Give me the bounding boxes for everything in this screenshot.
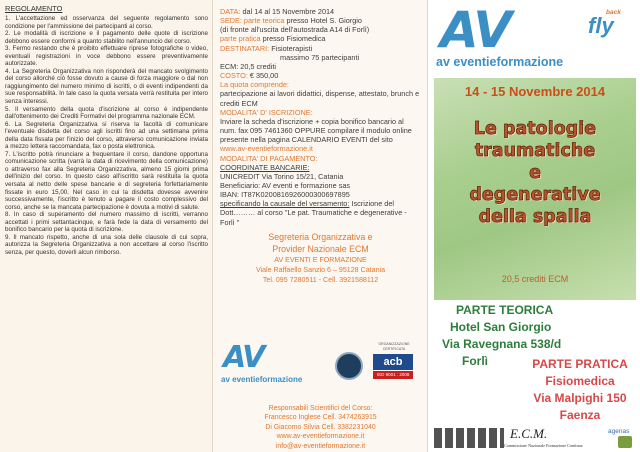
- iscrizione-body: Inviare la scheda d'iscrizione + copia bonifico bancario al num. fax 095 7461360 OPPURE compilare il modulo online presente nella pagina CALENDARIO EVENTI del sito: [220, 116, 412, 145]
- ecm-people-icon: [434, 428, 504, 448]
- parte-pratica-name: Fisiomedica: [545, 374, 615, 388]
- responsabili-label: Responsabili Scientifici del Corso:: [268, 405, 373, 412]
- logos-row: [221, 342, 421, 392]
- title-line-2: traumatiche: [474, 141, 596, 161]
- ecm-credits: 20,5 crediti ECM: [501, 274, 569, 284]
- regolamento-panel: [0, 0, 212, 452]
- regolamento-title: REGOLAMENTO: [5, 4, 63, 13]
- parte-pratica-address: Via Malpighi 150: [533, 391, 627, 405]
- costo-value: € 350,00: [249, 71, 279, 81]
- regolamento-item-4: 4. La Segreteria Organizzativa non risponderà del mancato svolgimento del corso allorché ciò fosse dovuto a cause di forza maggiore o dal non raggiungimento del numero minimo di iscritti, o di eventi indipendenti da sue responsabilità. In tale caso la quota versata verrà restituita per intero senza interessi.: [5, 67, 208, 106]
- pratica-label: parte pratica: [220, 34, 261, 44]
- cert-label: ORGANIZZAZIONE CERTIFICATA: [378, 342, 410, 351]
- parte-teorica-hotel: Hotel San Giorgio: [450, 320, 552, 334]
- footer-block: [213, 404, 427, 451]
- destinatari-label: DESTINATARI:: [220, 43, 270, 53]
- segreteria-block: [220, 231, 421, 285]
- regolamento-item-3: 3. Fermo restando che è proibito effettuare riprese fotografiche o video, eventuali registrazioni in voce debbono essere preventivamente autorizzate.: [5, 45, 208, 68]
- ecm-logo: E.C.M.: [510, 426, 548, 441]
- segreteria-line-2: Provider Nazionale ECM: [272, 243, 369, 254]
- title-line-1: Le patologie: [473, 119, 597, 139]
- av-contacts: Tel. 095 7280511 - Cell. 3921588112: [262, 275, 379, 284]
- causale-line: [220, 199, 421, 226]
- title-line-5: della spalla: [478, 207, 592, 227]
- website-link[interactable]: www.av-eventieformazione.it: [276, 433, 365, 441]
- data-line: [220, 7, 421, 16]
- iscrizione-site-link[interactable]: www.av-eventieformazione.it: [220, 144, 313, 154]
- title-line-3: e: [529, 163, 541, 183]
- parte-pratica-block: [520, 356, 640, 424]
- costo-label: COSTO:: [220, 71, 248, 81]
- av-monogram-icon: AV: [223, 340, 264, 375]
- sede-note: (di fronte all'uscita dell'autostrada A14 di Forlì): [220, 25, 370, 35]
- av-logo-text: av eventieformazione: [436, 55, 564, 69]
- backfly-text: fly: [588, 13, 614, 38]
- backfly-logo: [586, 6, 636, 40]
- sede-line: [220, 16, 421, 25]
- quota-text: partecipazione ai lavori didattici, dispense, attestato, brunch e crediti ECM: [220, 89, 420, 108]
- regolamento-item-1: 1. L'accettazione ed osservanza del seguente regolamento sono condizione per l'ammissione dei partecipanti al corso.: [5, 15, 208, 30]
- ecm-line: ECM: 20,5 crediti: [220, 61, 276, 71]
- av-company-name: AV EVENTI E FORMAZIONE: [274, 255, 367, 264]
- hero-banner: [434, 78, 636, 300]
- av-address: Viale Raffaello Sanzio 6 – 95128 Catania: [255, 265, 386, 274]
- pratica-line: [220, 34, 421, 43]
- info-panel: [212, 0, 427, 452]
- sede-label: SEDE: parte teorica: [220, 16, 285, 26]
- causale-label: specificando la causale del versamento:: [220, 199, 350, 209]
- regolamento-item-9: 9. Il mancato rispetto, anche di una sola delle clausole di cui sopra, autorizza la Segreteria Organizzativa a non accettare al corso l'iscritto senza, per questo, doverli alcun rimborso.: [5, 233, 208, 256]
- acb-logo: acb: [373, 354, 413, 370]
- iscrizione-text: [220, 117, 421, 154]
- regolamento-item-7: 7. L'iscritto potrà rinunciare a frequentare il corso, dandone opportuna comunicazione scritta (varrà la data di ricevimento della comunicazione) o attraverso fax alla Segreteria Organizzativa, almeno 15 giorni prima dell'inizio del corso. In questo caso all'iscritto sarà restituita la quota versata al netto delle spese bancarie e di segreteria forfettariamente fissate in euro 15,00. Nel caso in cui la disdetta dovesse avvenire successivamente, l'iscritto è tenuto a pagare il costo complessivo del corso, anche se la mancata partecipazione è dovuta a motivi di salute.: [5, 150, 208, 211]
- pagamento-label: MODALITA' DI PAGAMENTO:: [220, 153, 318, 163]
- parte-teorica-label: PARTE TEORICA: [456, 303, 554, 317]
- responsabile-2: Di Giacomo Silvia Cell. 3382231040: [265, 423, 376, 431]
- data-value: dal 14 al 15 Novembre 2014: [242, 7, 335, 16]
- av-logo: [436, 1, 576, 69]
- pratica-value: presso Fisiomedica: [262, 34, 326, 44]
- regolamento-item-6: 6. La Segreteria Organizzativa si riserva la facoltà di comunicare l'eventuale disdetta del corso agli iscritti fino ad una settimana prima della data fissata per l'inizio del corso, attraverso comunicazione inviata a mezzo lettera raccomandata, fax o posta elettronica.: [5, 120, 208, 151]
- beneficiario-line: Beneficiario: AV eventi e formazione sas: [220, 180, 351, 190]
- costo-line: [220, 71, 421, 80]
- parte-pratica-label: PARTE PRATICA: [532, 357, 628, 371]
- cover-panel: [427, 0, 640, 452]
- av-logo-small: [221, 342, 321, 386]
- destinatari-value: Fisioterapisti: [271, 43, 313, 53]
- iban-line: IBAN: IT87K0200816926000300697895: [220, 190, 350, 200]
- parte-teorica-city: Forlì: [462, 354, 488, 368]
- destinatari-line: [220, 44, 421, 53]
- sede-value: presso Hotel S. Giorgio: [286, 16, 362, 26]
- parte-pratica-city: Faenza: [559, 408, 601, 422]
- segreteria-line-1: Segreteria Organizzativa e: [268, 231, 373, 242]
- regolamento-item-8: 8. In caso di superamento del numero massimo di iscritti, verranno accettati i primi settantacinque, e farà fede la data di versamento del bonifico bancario per la quota di iscrizione.: [5, 211, 208, 234]
- ecm-subtitle: Commissione Nazionale Formazione Continua: [504, 443, 583, 448]
- destinatari-max: massimo 75 partecipanti: [280, 52, 360, 62]
- causale-text: Iscrizione del Dott……… al corso "Le pat. Traumatiche e degenerative - Forlì ": [220, 199, 407, 227]
- email-link[interactable]: info@av-eventieformazione.it: [275, 442, 366, 450]
- coordinate-label: COORDINATE BANCARIE:: [220, 162, 310, 172]
- certification-seal-icon: [335, 352, 363, 380]
- data-label: DATA:: [220, 7, 241, 16]
- agenas-logo: agenas: [608, 428, 630, 435]
- event-date: 14 - 15 Novembre 2014: [464, 84, 606, 99]
- responsabile-1: Francesco Inglese Cell. 3474263915: [264, 414, 377, 422]
- iso-badge: ISO 9001 : 2008: [373, 371, 413, 379]
- event-title: [434, 118, 636, 228]
- av-monogram-large-icon: AV: [440, 1, 510, 59]
- agenas-mark-icon: [618, 436, 632, 448]
- regolamento-item-5: 5. Il versamento della quota d'iscrizione al corso è indipendente dall'ottenimento dei Crediti Formativi del programma nazionale ECM.: [5, 105, 208, 121]
- iscrizione-label: MODALITA' D' ISCRIZIONE:: [220, 107, 313, 117]
- parte-teorica-address: Via Ravegnana 538/d: [442, 337, 562, 351]
- bank-line: UNICREDIT Via Torino 15/21, Catania: [220, 171, 344, 181]
- quota-label: La quota comprende:: [220, 80, 289, 90]
- backfly-small-text: back: [606, 9, 621, 16]
- av-logo-small-text: av eventieformazione: [221, 375, 303, 384]
- regolamento-item-2: 2. Le modalità di iscrizione e il pagamento delle quote di iscrizione debbono essere conformi a quanto stabilito nell'annuncio del corso.: [5, 30, 208, 45]
- title-line-4: degenerative: [469, 185, 601, 205]
